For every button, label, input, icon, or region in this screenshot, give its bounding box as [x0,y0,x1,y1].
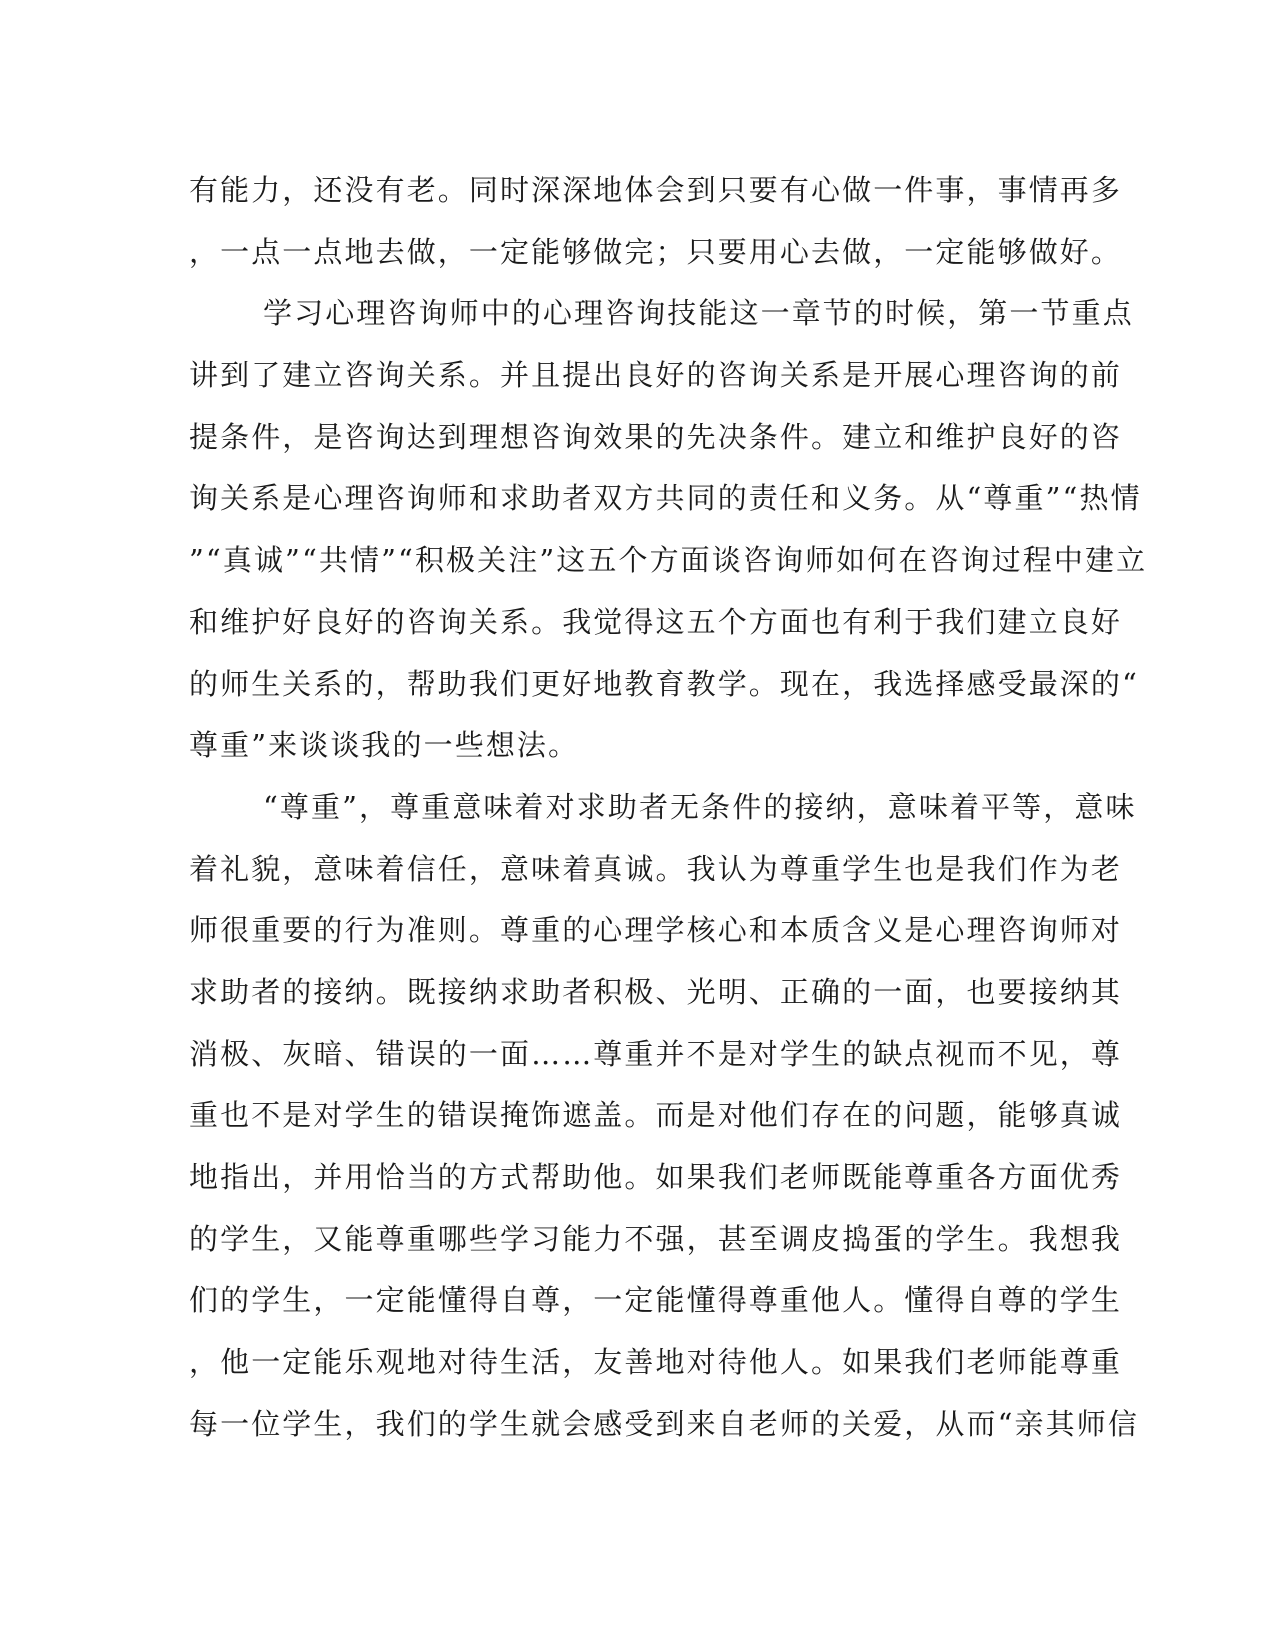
text-line: 求助者的接纳。既接纳求助者积极、光明、正确的一面，也要接纳其 [189,974,1123,1009]
text-line: 讲到了建立咨询关系。并且提出良好的咨询关系是开展心理咨询的前 [189,358,1123,393]
text-line: 消极、灰暗、错误的一面……尊重并不是对学生的缺点视而不见，尊 [189,1036,1123,1071]
paragraph-first-line: “尊重”，尊重意味着对求助者无条件的接纳，意味着平等，意味 [263,789,1137,824]
text-line: 和维护好良好的咨询关系。我觉得这五个方面也有利于我们建立良好 [189,604,1123,639]
text-line: 有能力，还没有老。同时深深地体会到只要有心做一件事，事情再多 [189,173,1123,207]
body-text [189,160,1148,1455]
text-line: 地指出，并用恰当的方式帮助他。如果我们老师既能尊重各方面优秀 [189,1160,1123,1194]
text-line: 提条件，是咨询达到理想咨询效果的先决条件。建立和维护良好的咨 [189,419,1123,454]
text-line: 重也不是对学生的错误掩饰遮盖。而是对他们存在的问题，能够真诚 [189,1098,1123,1133]
text-line: 尊重”来谈谈我的一些想法。 [189,728,580,763]
text-line: ，一点一点地去做，一定能够做完；只要用心去做，一定能够做好。 [189,234,1123,269]
text-line: ”“真诚”“共情”“积极关注”这五个方面谈咨询师如何在咨询过程中建立 [189,543,1148,578]
text-line: 的学生，又能尊重哪些学习能力不强，甚至调皮捣蛋的学生。我想我 [189,1221,1123,1256]
text-line: 们的学生，一定能懂得自尊，一定能懂得尊重他人。懂得自尊的学生 [189,1283,1123,1318]
text-line: 询关系是心理咨询师和求助者双方共同的责任和义务。从“尊重”“热情 [189,481,1142,516]
text-line: 的师生关系的，帮助我们更好地教育教学。现在，我选择感受最深的“ [189,666,1139,701]
text-line: 着礼貌，意味着信任，意味着真诚。我认为尊重学生也是我们作为老 [189,851,1123,886]
paragraph-first-line: 学习心理咨询师中的心理咨询技能这一章节的时候，第一节重点 [263,296,1134,331]
text-line: 师很重要的行为准则。尊重的心理学核心和本质含义是心理咨询师对 [189,913,1123,948]
text-line: 每一位学生，我们的学生就会感受到来自老师的关爱，从而“亲其师信 [189,1406,1139,1441]
text-line: ，他一定能乐观地对待生活，友善地对待他人。如果我们老师能尊重 [189,1345,1123,1380]
